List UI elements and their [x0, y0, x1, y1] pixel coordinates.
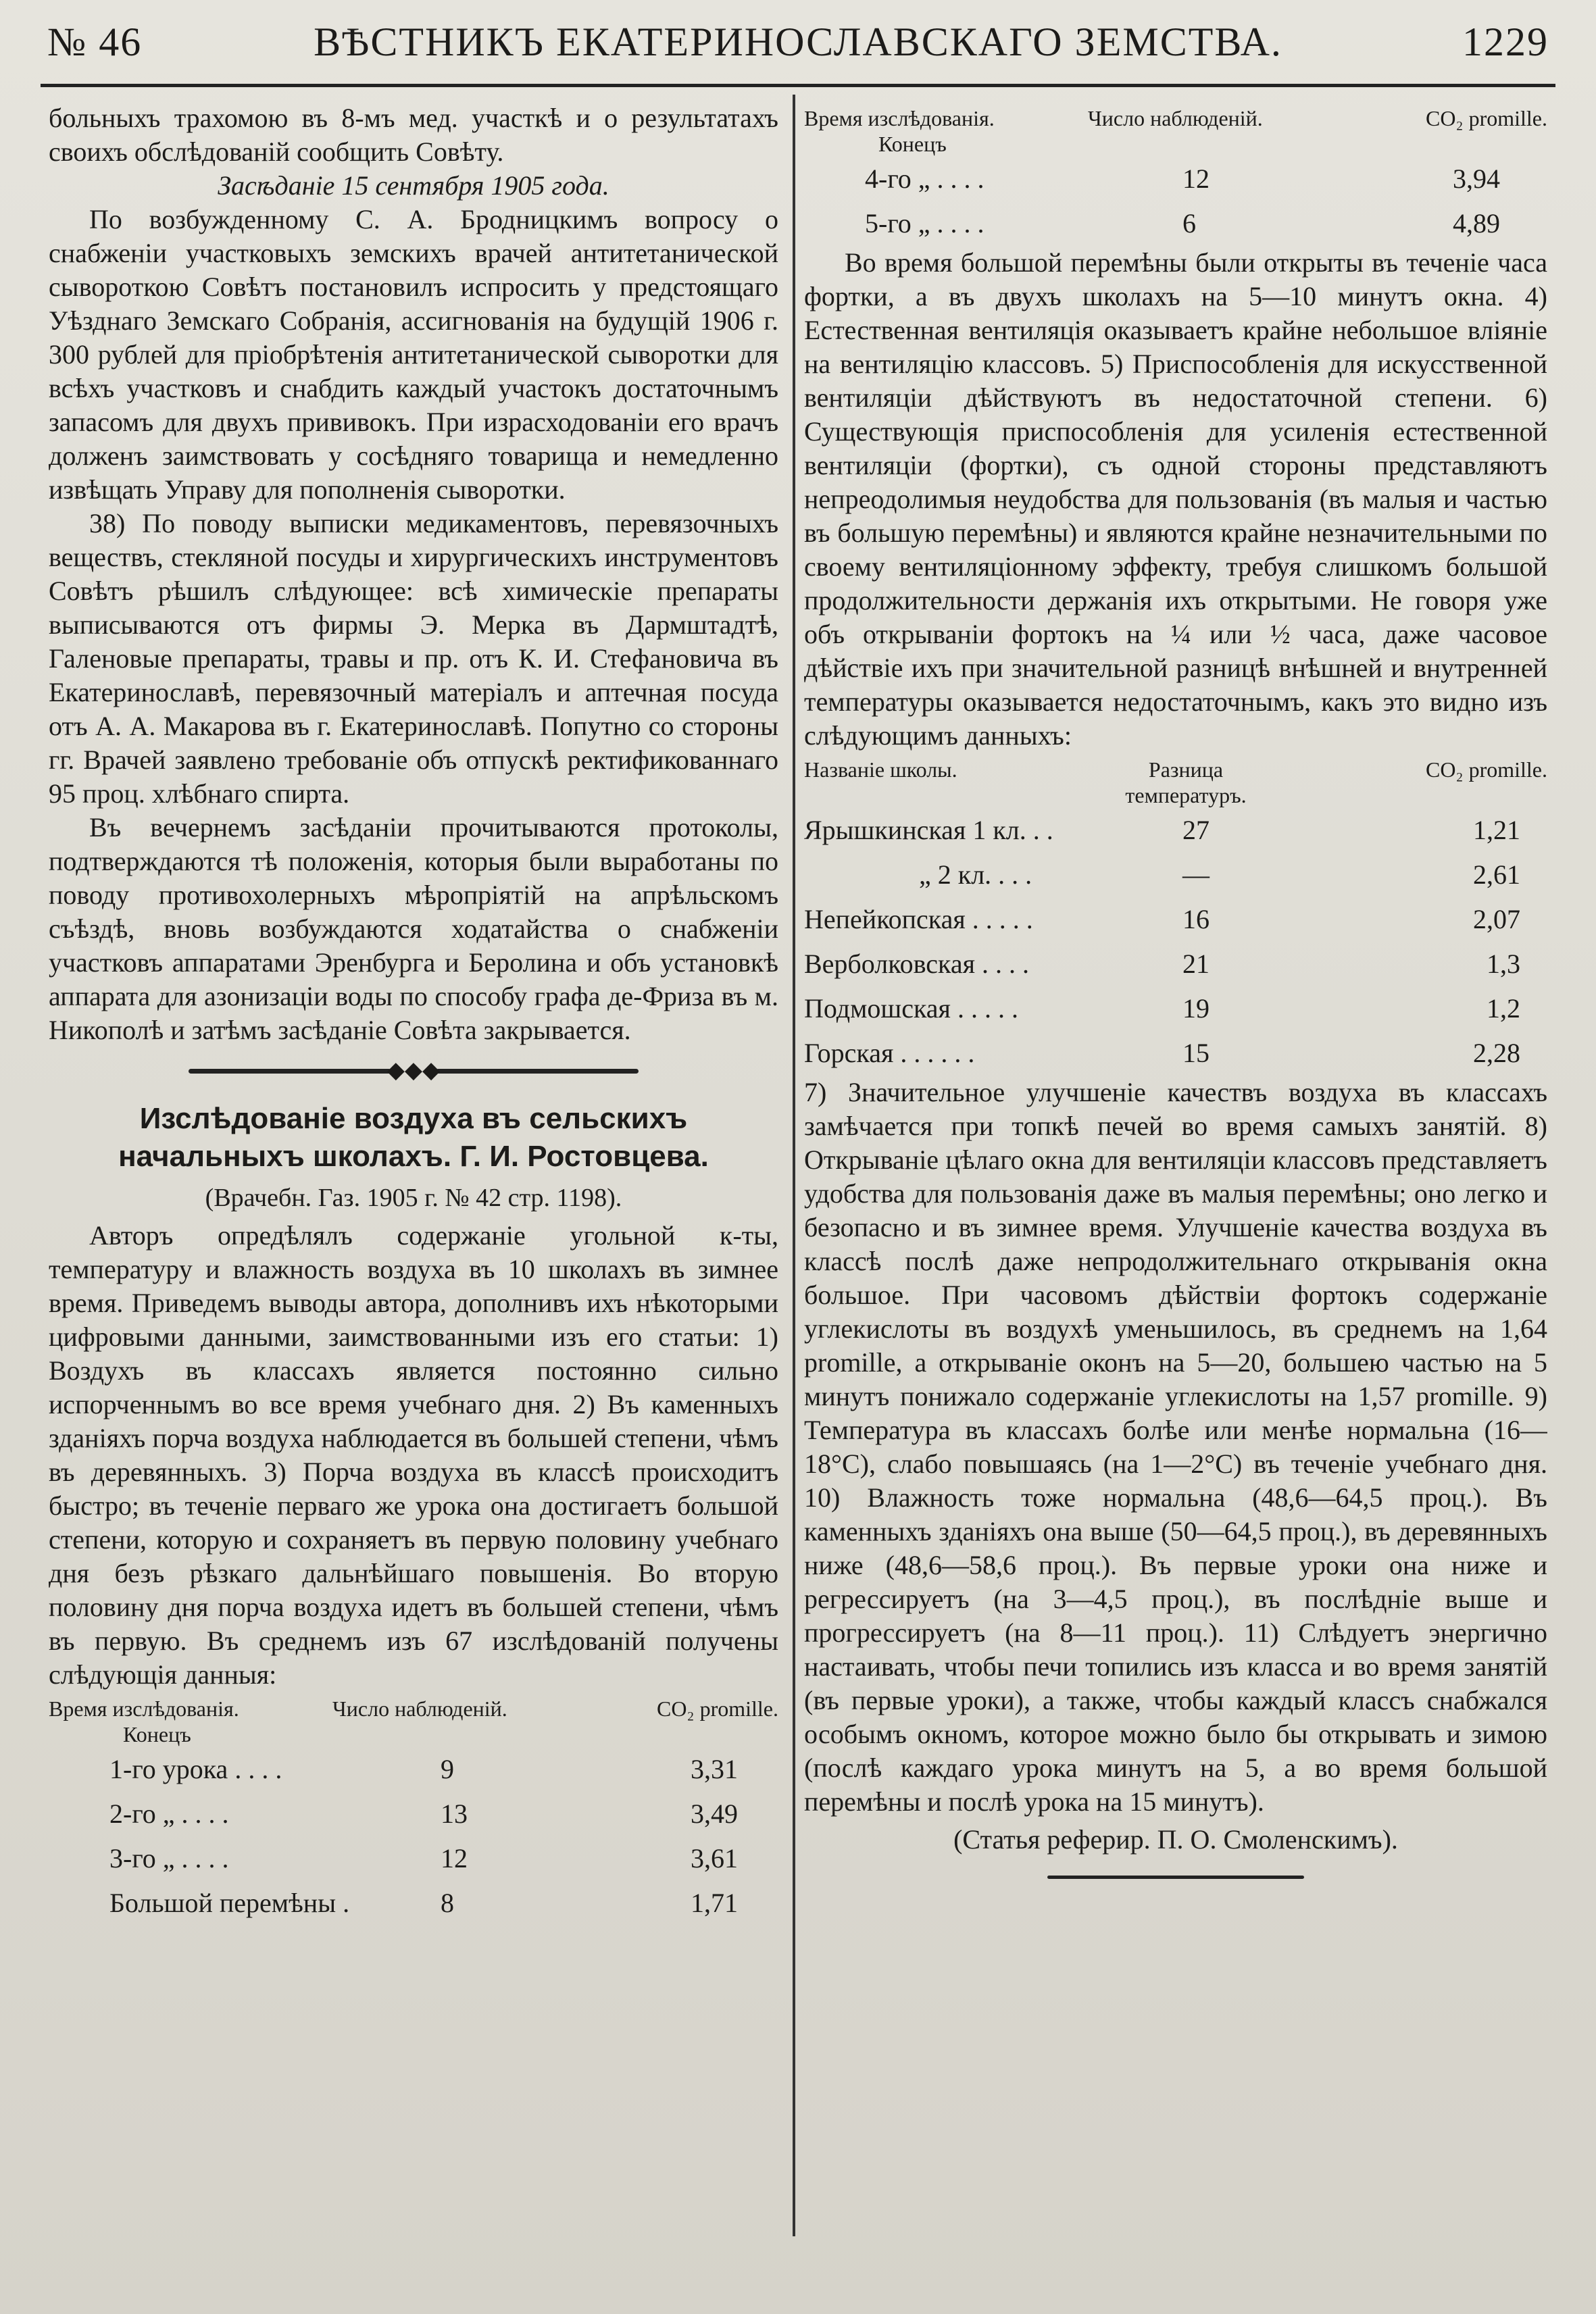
page-header: [47, 12, 1549, 73]
col-header-end: Конецъ: [123, 1722, 191, 1746]
col-header-co2: CO₂ promille.: [1425, 106, 1547, 130]
col-header-time: Время изслѣдованія.: [49, 1696, 239, 1721]
table-row: Горская . . . . . . 15 2,28: [804, 1038, 1520, 1068]
ornament-icon: [1047, 1876, 1304, 1879]
paragraph: 7) Значительное улучшеніе качествъ воздуха въ классахъ замѣчается при топкѣ печей во время самыхъ занятій. 8) Открываніе цѣлаго окна для вентиляціи классовъ представляетъ удобства для пользованія даже въ малыя перемѣны; оно легко и безопасно и въ зимнее время. Улучшеніе качества воздуха въ классѣ послѣ даже непродолжительнаго открыванія окна большое. При часовомъ дѣйствіи фортокъ содержаніе углекислоты въ воздухѣ уменьшилось, въ среднемъ на 1,64 promille, а открываніе оконъ на 5—20, большею частью на 5 минутъ понижало содержаніе углекислоты на 1,57 promille. 9) Температура въ классахъ болѣе или менѣе нормальна (16—18°C), слабо повышаясь (на 1—2°C) въ теченіе учебнаго дня. 10) Влажность тоже нормальна (48,6—64,5 проц.). Въ каменныхъ зданіяхъ она выше (50—64,5 проц.), въ деревянныхъ ниже (48,6—58,6 проц.). Въ первые уроки она ниже и регрессируетъ (на 3—4,5 проц.), въ послѣдніе выше и прогрессируетъ (на 8—11 проц.). 11) Слѣдуетъ энергично настаивать, чтобы печи топились изъ класса и во время занятій (въ первые уроки), а также, чтобы каждый классъ снабжался особымъ окномъ, которое можно было бы открывать и зимою (послѣ каждаго урока минутъ на 5, а во время большой перемѣны и послѣ урока на 15 минутъ).: [804, 1077, 1547, 1817]
table-header: [49, 1696, 778, 1747]
column-divider: [793, 95, 795, 2236]
paragraph: больныхъ трахомою въ 8-мъ мед. участкѣ и о результатахъ своихъ обслѣдованій сообщить Совѣту.: [49, 103, 778, 167]
ornament-icon: ◆◆◆: [386, 1058, 441, 1083]
col-header-time: Время изслѣдованія.: [804, 106, 995, 130]
table-row: 3-го „ . . . . 12 3,61: [109, 1843, 738, 1873]
session-heading: Засѣданіе 15 сентября 1905 года.: [218, 170, 609, 201]
table-row: Верболковская . . . . 21 1,3: [804, 949, 1520, 979]
article-source: (Врачебн. Газ. 1905 г. № 42 стр. 1198).: [205, 1184, 622, 1212]
col-header-count: Число наблюденій.: [332, 1696, 507, 1721]
signature-line: (Статья реферир. П. О. Смоленскимъ).: [953, 1824, 1398, 1855]
col-header-count: Число наблюденій.: [1088, 106, 1263, 130]
table-row: „ 2 кл. . . . — 2,61: [919, 859, 1520, 890]
table-row: Подмошская . . . . . 19 1,2: [804, 993, 1520, 1024]
table-row: Непейкопская . . . . . 16 2,07: [804, 904, 1520, 934]
paragraph: 38) По поводу выписки медикаментовъ, перевязочныхъ веществъ, стекляной посуды и хирургическихъ инструментовъ Совѣтъ рѣшилъ слѣдующее: всѣ химическіе препараты выписываются отъ фирмы Э. Мерка въ Дармштадтѣ, Галеновые препараты, травы и пр. отъ К. И. Стефановича въ Екатеринославѣ, перевязочный матеріалъ и аптечная посуда отъ А. А. Макарова въ г. Екатеринославѣ. Попутно со стороны гг. Врачей заявлено требованіе объ отпускѣ ректификованнаго 95 проц. хлѣбнаго спирта.: [49, 508, 778, 809]
co2-table-left: [49, 1696, 778, 1926]
paragraph: По возбужденному С. А. Бродницкимъ вопросу о снабженіи участковыхъ земскихъ врачей антитетанической сывороткою Совѣтъ постановилъ испросить у предстоящаго Уѣзднаго Земскаго Собранія, ассигнованія на будущій 1906 г. 300 рублей для пріобрѣтенія антитетанической сыворотки для всѣхъ участковъ и снабдить каждый участокъ достаточнымъ запасомъ для двухъ прививокъ. При израсходованіи его врачъ долженъ заимствовать у сосѣдняго товарища и немедленно извѣщать Управу для пополненія сыворотки.: [49, 204, 778, 505]
table-row: 2-го „ . . . . 13 3,49: [109, 1799, 738, 1829]
paragraph: Авторъ опредѣлялъ содержаніе угольной к-ты, температуру и влажность воздуха въ 10 школахъ въ зимнее время. Приведемъ выводы автора, дополнивъ ихъ нѣкоторыми цифровыми данными, заимствованными изъ его статьи: 1) Воздухъ въ классахъ является постоянно сильно испорченнымъ во все время учебнаго дня. 2) Въ каменныхъ зданіяхъ порча воздуха наблюдается въ большей степени, чѣмъ въ деревянныхъ. 3) Порча воздуха въ классѣ происходитъ быстро; въ теченіе перваго же урока она достигаетъ большой степени, которую и сохраняетъ въ первую половину учебнаго дня безъ рѣзкаго дальнѣйшаго повышенія. Во вторую половину дня порча воздуха идетъ въ большей степени, чѣмъ въ первую. Въ среднемъ изъ 67 изслѣдованій получены слѣдующія данныя:: [49, 1220, 778, 1690]
col-header-temp: Разница температуръ.: [1125, 757, 1247, 807]
schools-table: [804, 757, 1547, 1076]
table-row: Ярышкинская 1 кл. . . 27 1,21: [804, 815, 1520, 845]
article-title: Изслѣдованіе воздуха въ сельскихъ начальныхъ школахъ. Г. И. Ростовцева.: [118, 1102, 709, 1173]
end-ornament: [804, 1857, 1547, 1897]
col-header-co2: CO₂ promille.: [656, 1696, 778, 1721]
table-row: Большой перемѣны . 8 1,71: [109, 1888, 738, 1918]
right-column: [804, 101, 1547, 2290]
left-column: [49, 101, 778, 2290]
co2-table-right: [804, 105, 1547, 246]
page-number: 1229: [1462, 20, 1549, 64]
col-header-co2: CO₂ promille.: [1425, 757, 1547, 782]
issue-number: № 46: [47, 20, 143, 64]
table-row: 1-го урока . . . . 9 3,31: [109, 1754, 738, 1784]
journal-title: ВѢСТНИКЪ ЕКАТЕРИНОСЛАВСКАГО ЗЕМСТВА.: [314, 20, 1282, 64]
paragraph: Во время большой перемѣны были открыты въ теченіе часа фортки, а въ двухъ школахъ на 5—10 минутъ окна. 4) Естественная вентиляція оказываетъ крайне небольшое вліяніе на вентиляцію классовъ. 5) Приспособленія для искусственной вентиляціи дѣйствуютъ въ недостаточной степени. 6) Существующія приспособленія для усиленія естественной вентиляціи (фортки), съ одной стороны представляютъ непреодолимыя неудобства для пользованія (въ малыя и частью въ большую перемѣны) и являются крайне незначительными по своему вентиляціонному эффекту, требуя слишкомъ большой продолжительности держанія ихъ открытыми. Не говоря уже объ открываніи фортокъ на ¼ или ½ часа, даже часовое дѣйствіе ихъ при значительной разницѣ внѣшней и внутренней температуры оказывается недостаточнымъ, какъ это видно изъ слѣдующимъ данныхъ:: [804, 247, 1547, 751]
header-rule: [41, 84, 1555, 87]
paragraph: Въ вечернемъ засѣданіи прочитываются протоколы, подтверждаются тѣ положенія, которыя были выработаны по поводу противохолерныхъ мѣропріятій на апрѣльскомъ съѣздѣ, вновь возбуждаются ходатайства о снабженіи участковъ аппаратами Эренбурга и Беролина и объ установкѣ аппарата для азонизаціи воды по способу графа де-Фриза въ м. Никополѣ и затѣмъ засѣданіе Совѣта закрывается.: [49, 812, 778, 1045]
table-row: 4-го „ . . . . 12 3,94: [865, 164, 1500, 194]
section-divider: [49, 1047, 778, 1095]
col-header-end: Конецъ: [878, 132, 947, 156]
table-row: 5-го „ . . . . 6 4,89: [865, 208, 1500, 238]
col-header-school: Названіе школы.: [804, 757, 957, 782]
table-header: [804, 757, 1547, 808]
table-header: [804, 105, 1547, 157]
